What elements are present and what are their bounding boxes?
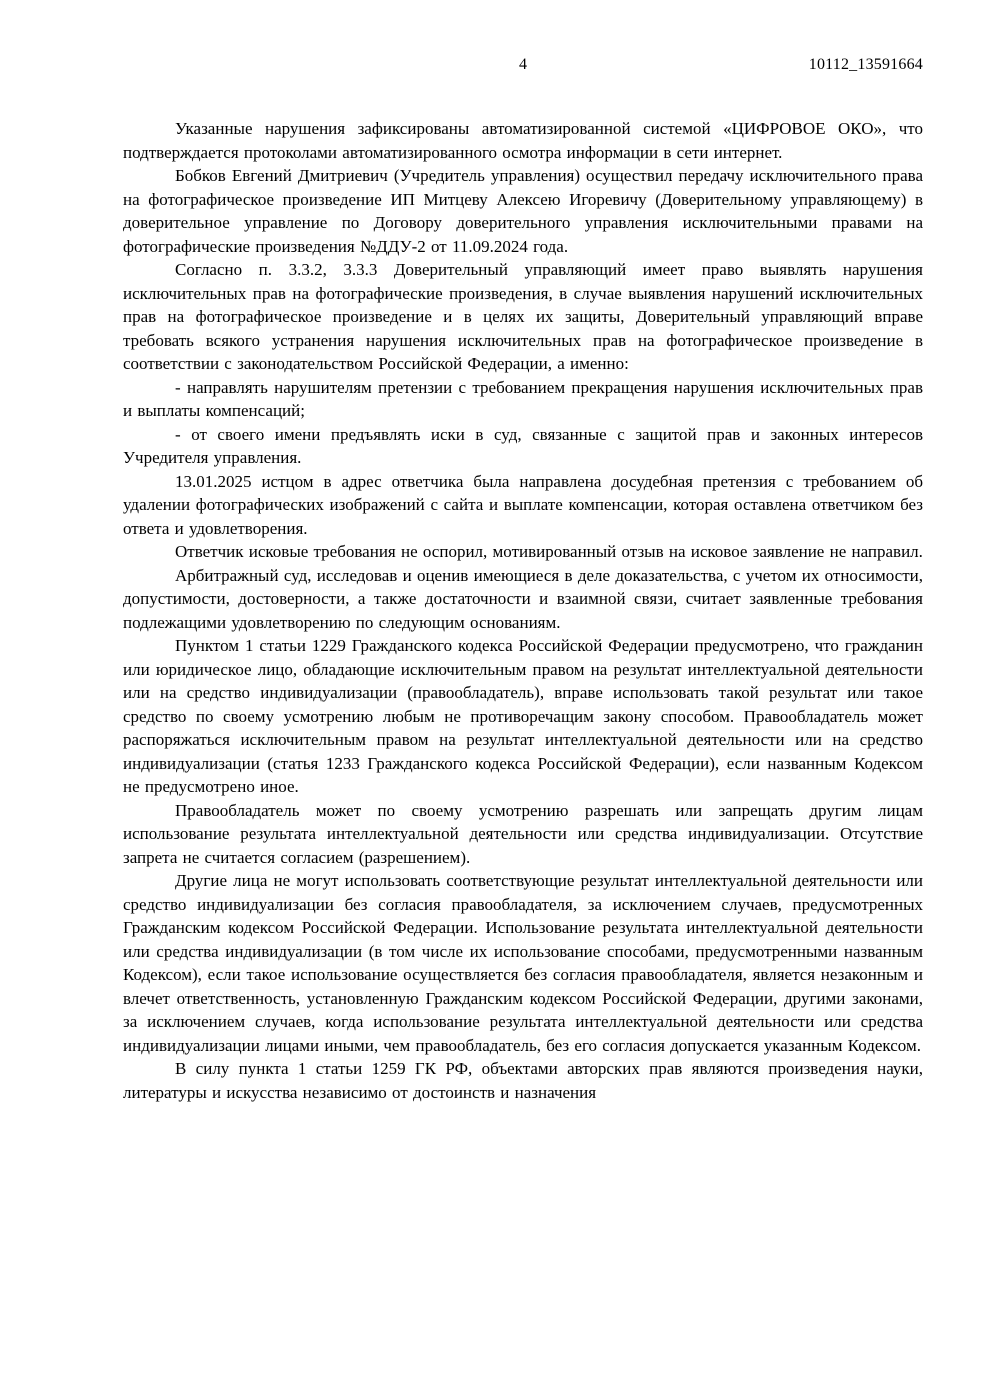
paragraph: Бобков Евгений Дмитриевич (Учредитель управления) осуществил передачу исключительного права на фотографическое произведение ИП Митцеву Алексею Игоревичу (Доверительному управляющему) в доверительное управление по Договору доверительного управления исключительными правами на фотографические произведения №ДДУ-2 от 11.09.2024 года.	[123, 166, 923, 256]
paragraph: - от своего имени предъявлять иски в суд, связанные с защитой прав и законных интересов Учредителя управления.	[123, 424, 923, 467]
paragraph: В силу пункта 1 статьи 1259 ГК РФ, объектами авторских прав являются произведения науки, литературы и искусства независимо от достоинств и назначения	[123, 1059, 923, 1102]
paragraph: 13.01.2025 истцом в адрес ответчика была направлена досудебная претензия с требованием об удалении фотографических изображений с сайта и выплате компенсации, которая оставлена ответчиком без ответа и удовлетворения.	[123, 471, 923, 538]
paragraph: Пунктом 1 статьи 1229 Гражданского кодекса Российской Федерации предусмотрено, что гражданин или юридическое лицо, обладающие исключительным правом на результат интеллектуальной деятельности или на средство индивидуализации (правообладатель), вправе использовать такой результат или такое средство по своему усмотрению любым не противоречащим закону способом. Правообладатель может распоряжаться исключительным правом на результат интеллектуальной деятельности или на средство индивидуализации (статья 1233 Гражданского кодекса Российской Федерации), если названным Кодексом не предусмотрено иное.	[123, 636, 923, 796]
paragraph: Указанные нарушения зафиксированы автоматизированной системой «ЦИФРОВОЕ ОКО», что подтверждается протоколами автоматизированного осмотра информации в сети интернет.	[123, 119, 923, 162]
document-content	[123, 55, 923, 1104]
paragraph: Ответчик исковые требования не оспорил, мотивированный отзыв на исковое заявление не направил.	[175, 542, 923, 561]
document-id: 10112_13591664	[808, 56, 923, 73]
paragraph: Другие лица не могут использовать соответствующие результат интеллектуальной деятельности или средство индивидуализации без согласия правообладателя, за исключением случаев, предусмотренных Гражданским кодексом Российской Федерации. Использование результата интеллектуальной деятельности или средства индивидуализации (в том числе их использование способами, предусмотренными названным Кодексом), если такое использование осуществляется без согласия правообладателя, является незаконным и влечет ответственность, установленную Гражданским кодексом Российской Федерации, другими законами, за исключением случаев, когда использование результата интеллектуальной деятельности или средства индивидуализации лицами иными, чем правообладатель, без его согласия допускается указанным Кодексом.	[123, 871, 923, 1055]
paragraph: - направлять нарушителям претензии с требованием прекращения нарушения исключительных прав и выплаты компенсаций;	[123, 377, 923, 420]
paragraph: Согласно п. 3.3.2, 3.3.3 Доверительный управляющий имеет право выявлять нарушения исключительных прав на фотографические произведения, в случае выявления нарушений исключительных прав на фотографическое произведение и в целях их защиты, Доверительный управляющий вправе требовать всякого устранения нарушения исключительных прав на фотографическое произведение в соответствии с законодательством Российской Федерации, а именно:	[123, 260, 923, 373]
document-body	[123, 117, 923, 1104]
page-header	[123, 55, 923, 75]
paragraph: Правообладатель может по своему усмотрению разрешать или запрещать другим лицам использование результата интеллектуальной деятельности или средства индивидуализации. Отсутствие запрета не считается согласием (разрешением).	[123, 800, 923, 867]
paragraph: Арбитражный суд, исследовав и оценив имеющиеся в деле доказательства, с учетом их относимости, допустимости, достоверности, а также достаточности и взаимной связи, считает заявленные требования подлежащими удовлетворению по следующим основаниям.	[123, 565, 923, 632]
page-number: 4	[519, 56, 527, 73]
